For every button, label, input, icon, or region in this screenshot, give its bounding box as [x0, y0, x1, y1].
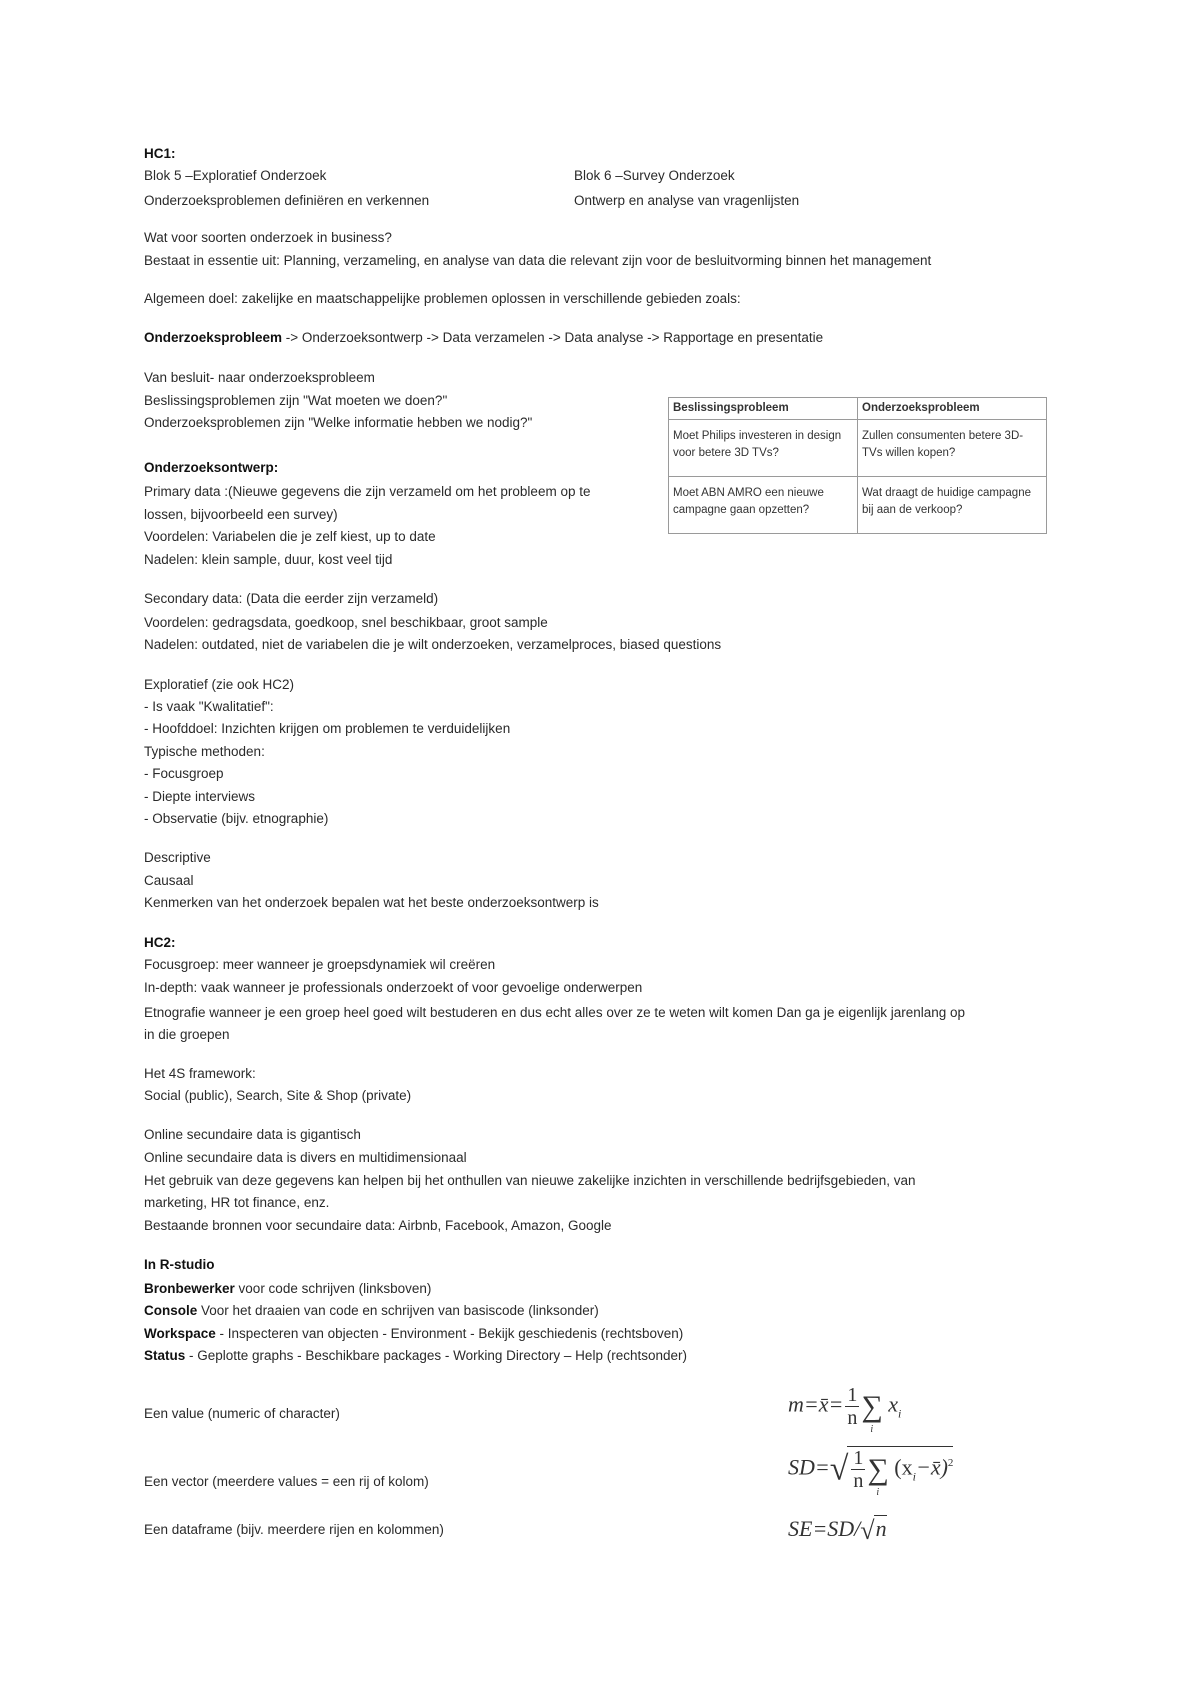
rstudio-item	[144, 1280, 431, 1298]
framework-body: Social (public), Search, Site & Shop (private)	[144, 1088, 412, 1103]
rstudio-item-text: Voor het draaien van code en schrijven van basiscode (linksonder)	[197, 1303, 599, 1318]
blok6-subtitle: Ontwerp en analyse van vragenlijsten	[574, 193, 800, 208]
hc2-line-1: Focusgroep: meer wanneer je groepsdynamiek wil creëren	[144, 957, 496, 972]
table-cell: Moet ABN AMRO een nieuwe campagne gaan opzetten?	[669, 477, 858, 534]
sd-lhs: SD=	[788, 1454, 830, 1480]
secondary-pros: Voordelen: gedragsdata, goedkoop, snel beschikbaar, groot sample	[144, 615, 548, 630]
rstudio-item-label: Bronbewerker	[144, 1281, 235, 1296]
sum-glyph: ∑	[861, 1389, 883, 1423]
se-formula	[788, 1515, 887, 1546]
sum-index: i	[876, 1486, 880, 1498]
table-row	[669, 420, 1047, 477]
rstudio-item-label: Console	[144, 1303, 198, 1318]
online-line-5: Bestaande bronnen voor secundaire data: Airbnb, Facebook, Amazon, Google	[144, 1218, 612, 1233]
mean-x: x	[888, 1391, 898, 1417]
rstudio-item-text: - Geplotte graphs - Beschikbare packages - Working Directory – Help (rechtsonder)	[185, 1348, 687, 1363]
rstudio-item-text: voor code schrijven (linksboven)	[234, 1281, 432, 1296]
primary-line-1: Primary data :(Nieuwe gegevens die zijn verzameld om het probleem op te	[144, 484, 591, 499]
rstudio-item	[144, 1302, 599, 1320]
mean-formula	[788, 1384, 902, 1435]
table-cell: Wat draagt de huidige campagne bij aan de verkoop?	[858, 477, 1047, 534]
intro-answer: Bestaat in essentie uit: Planning, verzameling, en analyse van data die relevant zijn voor de besluitvorming binnen het management	[144, 253, 932, 268]
sum-symbol	[861, 1389, 883, 1435]
rstudio-item	[144, 1347, 687, 1365]
exploratief-line-2: - Is vaak "Kwalitatief":	[144, 699, 274, 714]
sum-index: i	[870, 1423, 874, 1435]
intro-question: Wat voor soorten onderzoek in business?	[144, 230, 392, 245]
x-index: i	[898, 1406, 902, 1421]
sqrt-symbol: √	[860, 1515, 875, 1545]
square-exponent: 2	[947, 1457, 954, 1470]
problem-table	[668, 397, 1047, 534]
sqrt-n: n	[875, 1516, 887, 1541]
primary-line-2: lossen, bijvoorbeeld een survey)	[144, 507, 338, 522]
sqrt-symbol: √	[829, 1450, 849, 1488]
secondary-cons: Nadelen: outdated, niet de variabelen die je wilt onderzoeken, verzamelproces, biased questions	[144, 637, 722, 652]
rstudio-item-label: Status	[144, 1348, 186, 1363]
rstudio-heading: In R-studio	[144, 1257, 215, 1272]
types-line-1: Descriptive	[144, 850, 211, 865]
exploratief-line-1: Exploratief (zie ook HC2)	[144, 677, 295, 692]
hc2-heading: HC2:	[144, 935, 176, 950]
secondary-line-1: Secondary data: (Data die eerder zijn verzameld)	[144, 591, 439, 606]
hc2-line-2: In-depth: vaak wanneer je professionals onderzoekt of voor gevoelige onderwerpen	[144, 980, 643, 995]
vector-line: Een vector (meerdere values = een rij of kolom)	[144, 1474, 429, 1489]
ontwerp-heading: Onderzoeksontwerp:	[144, 460, 279, 475]
fraction-den: n	[853, 1470, 864, 1492]
exploratief-line-6: - Diepte interviews	[144, 789, 256, 804]
fraction	[851, 1447, 865, 1492]
sd-formula	[788, 1446, 954, 1498]
flow-start: Onderzoeksprobleem	[144, 330, 283, 345]
sqrt-body	[847, 1446, 954, 1498]
besluit-line-3: Onderzoeksproblemen zijn "Welke informatie hebben we nodig?"	[144, 415, 533, 430]
online-line-1: Online secundaire data is gigantisch	[144, 1127, 361, 1142]
table-header-beslissing: Beslissingsprobleem	[669, 398, 858, 420]
table-row	[669, 477, 1047, 534]
table-cell: Zullen consumenten betere 3D-TVs willen kopen?	[858, 420, 1047, 477]
rstudio-item	[144, 1325, 683, 1343]
hc2-line-3: Etnografie wanneer je een groep heel goed wilt bestuderen en dus echt alles over ze te weten wilt komen Dan ga je eigenlijk jarenlang op	[144, 1005, 966, 1020]
mean-lhs: m=x̄=	[788, 1391, 844, 1417]
rstudio-item-label: Workspace	[144, 1326, 216, 1341]
online-line-2: Online secundaire data is divers en multidimensionaal	[144, 1150, 467, 1165]
dataframe-line: Een dataframe (bijv. meerdere rijen en kolommen)	[144, 1522, 444, 1537]
flow-steps: -> Onderzoeksontwerp -> Data verzamelen -> Data analyse -> Rapportage en presentatie	[282, 330, 824, 345]
value-line: Een value (numeric of character)	[144, 1406, 340, 1421]
besluit-line-2: Beslissingsproblemen zijn "Wat moeten we doen?"	[144, 393, 448, 408]
framework-title: Het 4S framework:	[144, 1066, 256, 1081]
online-line-3: Het gebruik van deze gegevens kan helpen bij het onthullen van nieuwe zakelijke inzichten in verschillende bedrijfsgebieden, van	[144, 1173, 916, 1188]
table-header-onderzoek: Onderzoeksprobleem	[858, 398, 1047, 420]
sum-symbol	[867, 1452, 889, 1498]
sum-glyph: ∑	[867, 1452, 889, 1486]
types-line-2: Causaal	[144, 873, 194, 888]
table-cell: Moet Philips investeren in design voor betere 3D TVs?	[669, 420, 858, 477]
exploratief-line-5: - Focusgroep	[144, 766, 224, 781]
types-line-3: Kenmerken van het onderzoek bepalen wat het beste onderzoeksontwerp is	[144, 895, 599, 910]
research-flow	[144, 329, 823, 347]
fraction	[845, 1384, 859, 1429]
exploratief-line-3: - Hoofddoel: Inzichten krijgen om problemen te verduidelijken	[144, 721, 511, 736]
hc1-heading: HC1:	[144, 146, 176, 161]
primary-cons: Nadelen: klein sample, duur, kost veel tijd	[144, 552, 393, 567]
blok5-subtitle: Onderzoeksproblemen definiëren en verkennen	[144, 193, 430, 208]
fraction-num: 1	[847, 1384, 858, 1406]
besluit-line-1: Van besluit- naar onderzoeksprobleem	[144, 370, 375, 385]
x-index: i	[912, 1469, 916, 1484]
blok5-title: Blok 5 –Exploratief Onderzoek	[144, 168, 327, 183]
blok6-title: Blok 6 –Survey Onderzoek	[574, 168, 735, 183]
exploratief-line-4: Typische methoden:	[144, 744, 265, 759]
intro-goal: Algemeen doel: zakelijke en maatschappelijke problemen oplossen in verschillende gebieden zoals:	[144, 291, 741, 306]
primary-pros: Voordelen: Variabelen die je zelf kiest, up to date	[144, 529, 436, 544]
sd-open: (x	[894, 1454, 913, 1480]
exploratief-line-7: - Observatie (bijv. etnographie)	[144, 811, 329, 826]
online-line-4: marketing, HR tot finance, enz.	[144, 1195, 330, 1210]
fraction-num: 1	[853, 1447, 864, 1469]
se-lhs: SE=SD/	[788, 1516, 861, 1541]
rstudio-item-text: - Inspecteren van objecten - Environment - Bekijk geschiedenis (rechtsboven)	[215, 1326, 684, 1341]
sd-close: −x̄)	[915, 1454, 948, 1480]
fraction-den: n	[847, 1407, 858, 1429]
hc2-line-4: in die groepen	[144, 1027, 230, 1042]
